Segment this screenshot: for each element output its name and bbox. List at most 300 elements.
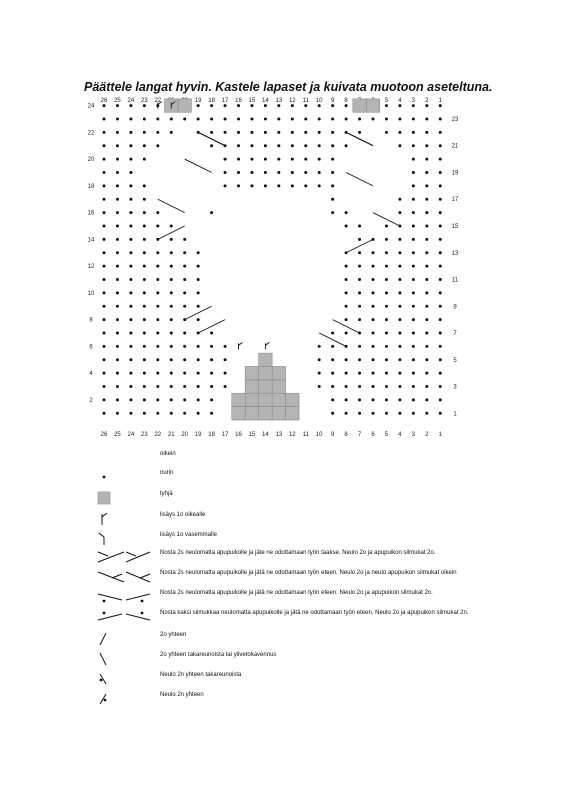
legend-item <box>96 466 556 488</box>
purl-dot <box>291 131 294 134</box>
cable-stroke <box>198 320 225 333</box>
purl-dot <box>385 345 388 348</box>
purl-dot <box>345 265 348 268</box>
purl-dot <box>170 385 173 388</box>
legend-label: Nosta 2s neulomatta apupuikolle ja jäte ne odottamaan työn taakse. Neulo 2o ja apupuikon silmukat 2o. <box>160 550 436 556</box>
purl-dot <box>210 211 213 214</box>
purl-dot <box>425 265 428 268</box>
col-number-bottom: 20 <box>181 432 189 438</box>
cable-2-2-front-icon <box>96 566 152 588</box>
legend-label: Nosta 2s neulomatta apupuikolle ja jätä ne odottamaan työn eteen. Neulo 2o ja neulo apupuikon silmukat oikein <box>160 570 457 576</box>
purl-dot <box>425 104 428 107</box>
purl-dot <box>385 412 388 415</box>
gray-cell <box>272 393 285 406</box>
purl-dot <box>439 358 442 361</box>
legend-item <box>96 688 556 710</box>
purl-dot <box>170 305 173 308</box>
purl-dot <box>385 278 388 281</box>
purl-dot <box>197 372 200 375</box>
purl-dot <box>425 305 428 308</box>
purl-dot <box>129 318 132 321</box>
purl-dot <box>439 385 442 388</box>
gray-cell <box>259 407 272 420</box>
purl-dot <box>345 412 348 415</box>
purl-dot <box>358 224 361 227</box>
purl-dot <box>425 224 428 227</box>
purl-dot <box>264 117 267 120</box>
purl-dot <box>291 184 294 187</box>
purl-dot <box>358 291 361 294</box>
purl-dot <box>439 171 442 174</box>
purl-dot <box>372 332 375 335</box>
row-number-left: 16 <box>87 210 95 217</box>
purl-dot <box>412 291 415 294</box>
purl-dot <box>425 385 428 388</box>
purl-dot <box>129 224 132 227</box>
purl-dot <box>398 251 401 254</box>
purl-dot <box>385 104 388 107</box>
cable-purl-back-icon <box>96 606 152 628</box>
purl-dot <box>183 278 186 281</box>
purl-dot <box>398 117 401 120</box>
purl-dot <box>224 358 227 361</box>
purl-dot <box>224 171 227 174</box>
purl-dot <box>103 131 106 134</box>
purl-dot <box>425 238 428 241</box>
purl-dot <box>116 158 119 161</box>
purl-dot <box>358 398 361 401</box>
purl-dot <box>318 358 321 361</box>
purl-dot <box>425 278 428 281</box>
purl-dot <box>358 265 361 268</box>
col-number-top: 17 <box>221 98 229 104</box>
purl-dot <box>129 332 132 335</box>
purl-dot <box>277 184 280 187</box>
purl-dot <box>345 332 348 335</box>
purl-dot <box>224 345 227 348</box>
cable-stroke <box>158 226 185 239</box>
purl-dot <box>425 131 428 134</box>
purl-dot <box>372 278 375 281</box>
purl-dot <box>264 158 267 161</box>
purl-dot <box>277 144 280 147</box>
col-number-bottom: 14 <box>262 432 269 438</box>
purl-dot <box>425 117 428 120</box>
purl-dot <box>116 278 119 281</box>
gray-cell <box>272 380 285 393</box>
purl-dot <box>398 358 401 361</box>
purl-dot <box>412 131 415 134</box>
col-number-bottom: 12 <box>288 432 296 438</box>
purl-dot <box>116 104 119 107</box>
purl-dot <box>143 278 146 281</box>
purl-dot <box>156 211 159 214</box>
col-number-bottom: 26 <box>100 432 108 438</box>
col-number-bottom: 8 <box>344 432 348 438</box>
purl-dot <box>412 224 415 227</box>
col-number-bottom: 21 <box>167 432 175 438</box>
purl-dot <box>156 398 159 401</box>
col-number-top: 3 <box>411 98 416 104</box>
purl-dot <box>412 117 415 120</box>
cable-stroke <box>319 333 346 346</box>
purl-dot <box>425 158 428 161</box>
purl-dot <box>156 318 159 321</box>
purl-dot <box>143 358 146 361</box>
purl-dot <box>439 398 442 401</box>
purl-dot <box>439 251 442 254</box>
purl-dot <box>183 238 186 241</box>
purl-dot <box>143 332 146 335</box>
purl-dot <box>103 332 106 335</box>
purl-dot <box>197 278 200 281</box>
purl-dot <box>129 171 132 174</box>
purl-dot <box>372 398 375 401</box>
purl-dot <box>116 372 119 375</box>
purl-dot <box>318 104 321 107</box>
cable-stroke <box>158 199 185 212</box>
purl-dot <box>372 318 375 321</box>
col-number-top: 1 <box>438 98 442 104</box>
purl-dot <box>129 278 132 281</box>
gray-cell <box>245 380 258 393</box>
purl-dot <box>412 345 415 348</box>
purl-dot <box>372 305 375 308</box>
col-number-bottom: 7 <box>357 432 362 438</box>
purl-dot <box>210 332 213 335</box>
col-number-bottom: 9 <box>330 432 335 438</box>
purl-dot <box>345 278 348 281</box>
purl-dot <box>170 224 173 227</box>
purl-dot <box>439 372 442 375</box>
purl-dot <box>129 198 132 201</box>
gray-cell <box>245 407 258 420</box>
purl-dot <box>143 345 146 348</box>
purl-dot <box>143 144 146 147</box>
purl-dot <box>358 372 361 375</box>
legend-label: 2o yhteen <box>160 632 187 638</box>
purl-dot <box>264 144 267 147</box>
cable-stroke <box>346 132 373 145</box>
purl-dot <box>331 385 334 388</box>
purl-dot <box>398 198 401 201</box>
purl-dot <box>439 265 442 268</box>
purl-dot <box>156 305 159 308</box>
purl-dot <box>170 372 173 375</box>
purl-dot <box>156 345 159 348</box>
gray-cell <box>259 380 272 393</box>
purl-dot <box>425 184 428 187</box>
purl-dot <box>129 358 132 361</box>
purl-dot <box>143 372 146 375</box>
purl-dot <box>116 198 119 201</box>
purl-dot <box>331 117 334 120</box>
purl-dot <box>439 238 442 241</box>
k2tog-icon <box>96 628 152 650</box>
purl-dot <box>129 291 132 294</box>
purl-dot <box>183 251 186 254</box>
purl-dot <box>398 291 401 294</box>
purl-dot <box>103 372 106 375</box>
purl-dot <box>412 265 415 268</box>
col-number-top: 26 <box>100 98 108 104</box>
purl-dot <box>116 291 119 294</box>
purl-dot <box>210 372 213 375</box>
purl-dot <box>116 358 119 361</box>
purl-dot <box>170 345 173 348</box>
purl-dot <box>129 385 132 388</box>
purl-dot <box>425 251 428 254</box>
cable-stroke <box>373 213 400 226</box>
col-number-top: 8 <box>344 98 348 104</box>
purl-dot <box>345 211 348 214</box>
cable-stroke <box>346 172 373 185</box>
increase-symbol <box>239 342 243 349</box>
purl-dot <box>103 211 106 214</box>
purl-dot <box>143 251 146 254</box>
row-number-right: 17 <box>451 197 459 204</box>
row-number-left: 12 <box>87 264 95 271</box>
purl-dot <box>129 345 132 348</box>
purl-dot <box>103 291 106 294</box>
purl-dot <box>116 318 119 321</box>
col-number-bottom: 13 <box>275 432 283 438</box>
purl-dot <box>197 265 200 268</box>
purl-dot <box>170 278 173 281</box>
purl-dot <box>372 251 375 254</box>
page-title: Päättele langat hyvin. Kastele lapaset ja kuivata muotoon aseteltuna. <box>84 80 493 94</box>
purl-dot <box>237 184 240 187</box>
col-number-bottom: 2 <box>425 432 429 438</box>
purl-dot <box>439 211 442 214</box>
purl-dot <box>425 144 428 147</box>
col-number-top: 2 <box>425 98 429 104</box>
row-number-right: 11 <box>451 277 459 284</box>
purl-dot <box>318 345 321 348</box>
purl-dot <box>237 131 240 134</box>
purl-dot <box>385 291 388 294</box>
col-number-bottom: 17 <box>221 432 229 438</box>
col-number-top: 14 <box>262 98 269 104</box>
purl-dot <box>412 358 415 361</box>
purl-dot <box>103 144 106 147</box>
legend-label: Nosta kaksi silmukkaa neulomatta apupuikolle ja jätä ne odottamaan työn eteen. Neulo 2o ja apupuikon silmukat 2n. <box>160 610 469 616</box>
purl-dot <box>439 291 442 294</box>
purl-dot <box>398 412 401 415</box>
purl-dot <box>170 412 173 415</box>
gray-cell <box>366 99 379 112</box>
purl-dot <box>412 278 415 281</box>
purl-dot <box>398 144 401 147</box>
purl-dot <box>237 104 240 107</box>
gray-cell <box>286 393 299 406</box>
purl-dot <box>197 305 200 308</box>
purl-dot <box>129 412 132 415</box>
purl-dot <box>183 265 186 268</box>
purl-dot <box>277 158 280 161</box>
purl-dot <box>156 251 159 254</box>
purl-dot <box>439 224 442 227</box>
purl-dot <box>250 131 253 134</box>
col-number-bottom: 23 <box>141 432 148 438</box>
col-number-top: 25 <box>114 98 121 104</box>
col-number-top: 16 <box>235 98 242 104</box>
purl-dot <box>170 398 173 401</box>
purl-dot <box>143 318 146 321</box>
purl-dot <box>103 385 106 388</box>
purl-dot <box>439 305 442 308</box>
purl-dot <box>183 332 186 335</box>
row-number-right: 21 <box>451 143 459 150</box>
purl-dot <box>250 117 253 120</box>
purl-dot <box>103 184 106 187</box>
purl-dot <box>345 358 348 361</box>
purl-dot <box>358 117 361 120</box>
purl-dot <box>197 117 200 120</box>
purl-dot <box>331 184 334 187</box>
purl-dot <box>129 131 132 134</box>
purl-dot <box>183 412 186 415</box>
legend-item <box>96 487 556 509</box>
gray-cell <box>272 366 285 379</box>
purl-dot <box>345 372 348 375</box>
purl-dot <box>318 372 321 375</box>
purl-dot <box>250 184 253 187</box>
purl-dot <box>385 251 388 254</box>
purl-dot <box>331 372 334 375</box>
row-number-left: 8 <box>89 317 93 324</box>
purl-dot <box>264 131 267 134</box>
legend-label: Neulo 2n yhteen <box>160 692 204 698</box>
legend-item <box>96 606 556 628</box>
gray-cell <box>178 99 191 112</box>
purl-dot <box>398 265 401 268</box>
purl-dot <box>143 265 146 268</box>
purl-dot <box>372 345 375 348</box>
col-number-top: 4 <box>398 98 402 104</box>
purl-dot <box>385 318 388 321</box>
purl-dot <box>156 385 159 388</box>
purl-dot <box>224 131 227 134</box>
purl-dot <box>116 345 119 348</box>
purl-dot <box>129 117 132 120</box>
purl-dot <box>318 171 321 174</box>
purl-dot <box>304 171 307 174</box>
gray-cell <box>259 353 272 366</box>
legend-label: 2o yhteen takareunoista tai ylivetokavennus <box>160 652 277 658</box>
purl-dot <box>210 345 213 348</box>
col-number-top: 15 <box>248 98 256 104</box>
legend-label: Nosta 2s neulomatta apupuikolle ja jätä ne odottamaan työn eteen. Neulo 2o ja apupuikon silmukat 2n. <box>160 590 433 596</box>
purl-dot <box>291 171 294 174</box>
row-number-right: 13 <box>451 250 459 257</box>
purl-dot <box>358 318 361 321</box>
purl-dot <box>103 265 106 268</box>
purl-dot <box>183 358 186 361</box>
col-number-top: 9 <box>330 98 335 104</box>
purl-dot <box>237 158 240 161</box>
purl-dot <box>425 358 428 361</box>
purl-dot <box>183 372 186 375</box>
purl-dot <box>425 291 428 294</box>
purl-dot <box>331 345 334 348</box>
purl-dot <box>197 358 200 361</box>
col-number-bottom: 11 <box>302 432 309 438</box>
purl-dot <box>318 131 321 134</box>
purl-dot <box>412 372 415 375</box>
purl-dot <box>412 238 415 241</box>
col-number-top: 12 <box>288 98 296 104</box>
purl-dot <box>304 184 307 187</box>
purl-dot <box>103 345 106 348</box>
purl-dot <box>385 372 388 375</box>
purl-dot <box>116 144 119 147</box>
purl-dot <box>156 278 159 281</box>
p2tog-icon <box>96 688 152 710</box>
purl-dot <box>156 332 159 335</box>
purl-dot <box>143 104 146 107</box>
purl-dot <box>318 184 321 187</box>
purl-dot <box>291 158 294 161</box>
row-number-left: 10 <box>87 290 95 297</box>
purl-dot <box>291 144 294 147</box>
purl-dot <box>116 251 119 254</box>
purl-dot <box>264 104 267 107</box>
purl-dot <box>210 398 213 401</box>
purl-dot <box>197 412 200 415</box>
purl-dot <box>331 358 334 361</box>
purl-dot <box>372 265 375 268</box>
purl-dot <box>156 265 159 268</box>
purl-dot <box>331 158 334 161</box>
purl-dot <box>439 412 442 415</box>
purl-dot <box>304 158 307 161</box>
purl-dot <box>170 332 173 335</box>
purl-dot <box>331 104 334 107</box>
purl-dot <box>170 238 173 241</box>
purl-dot <box>237 117 240 120</box>
purl-dot <box>385 305 388 308</box>
legend-label: nurin <box>160 470 174 476</box>
cable-stroke <box>198 132 225 145</box>
col-number-bottom: 3 <box>411 432 416 438</box>
purl-dot <box>183 117 186 120</box>
purl-dot <box>143 291 146 294</box>
col-number-bottom: 15 <box>248 432 256 438</box>
purl-dot <box>183 291 186 294</box>
purl-dot <box>156 117 159 120</box>
purl-dot <box>318 144 321 147</box>
legend-label: tyhjä <box>160 491 173 497</box>
purl-dot <box>129 398 132 401</box>
purl-dot <box>398 318 401 321</box>
purl-dot <box>129 251 132 254</box>
purl-dot <box>129 238 132 241</box>
purl-dot <box>398 305 401 308</box>
purl-dot <box>170 117 173 120</box>
purl-dot <box>250 104 253 107</box>
row-number-right: 15 <box>451 223 459 230</box>
purl-dot <box>129 158 132 161</box>
purl-dot <box>170 358 173 361</box>
row-number-left: 4 <box>89 371 93 378</box>
purl-dot <box>398 211 401 214</box>
cable-stroke <box>185 306 212 319</box>
purl-dot <box>103 158 106 161</box>
purl-dot <box>143 158 146 161</box>
purl-dot <box>412 104 415 107</box>
cable-stroke <box>346 239 373 252</box>
